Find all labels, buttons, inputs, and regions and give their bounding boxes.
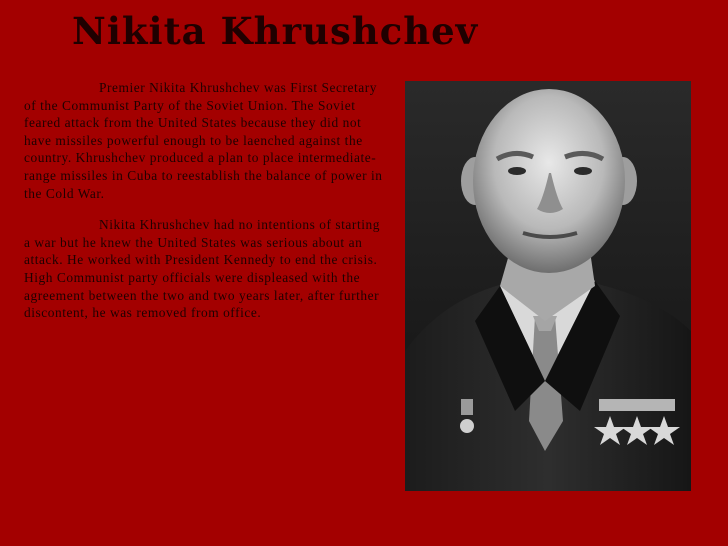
paragraph-2: Nikita Khrushchev had no intentions of starting a war but he knew the United States was serious about an attack. He worked with President Kennedy to end the crisis. High Communist party officials were displeased with the agreement between the two and two years later, after further discontent, he was removed from office.: [24, 217, 380, 321]
slide-title: Nikita Khrushchev: [72, 9, 479, 53]
body-text: [24, 79, 384, 336]
portrait-illustration: [405, 81, 691, 491]
portrait-photo: [405, 81, 691, 491]
paragraph-1: Premier Nikita Khrushchev was First Secretary of the Communist Party of the Soviet Union. The Soviet feared attack from the United States because they did not have missiles powerful enough to be laenched against the country. Khrushchev produced a plan to place intermediate-range missiles in Cuba to reestablish the balance of power in the Cold War.: [24, 80, 383, 201]
